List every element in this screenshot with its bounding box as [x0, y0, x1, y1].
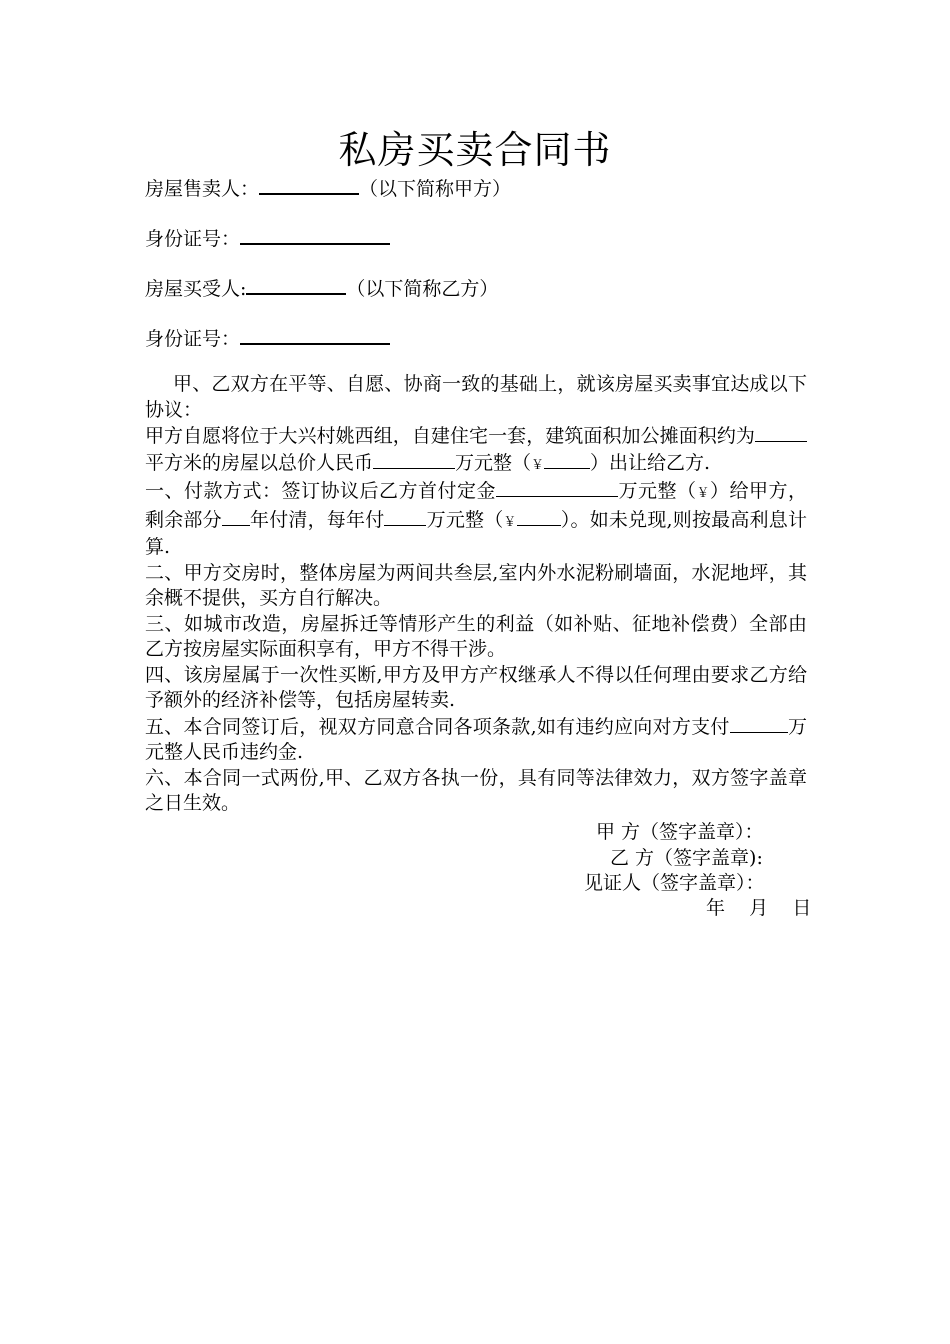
- property-paragraph: [145, 423, 807, 478]
- clause-1-a: 一、付款方式：签订协议后乙方首付定金: [145, 480, 496, 502]
- buyer-id-field: [145, 324, 390, 352]
- clause-1-d: 年付清，每年付: [249, 508, 385, 531]
- clause-1-c: ）给甲方，剩余部分: [145, 480, 807, 531]
- buyer-blank[interactable]: [246, 274, 346, 295]
- buyer-id-blank[interactable]: [240, 324, 390, 345]
- property-text-a: 甲方自愿将位于大兴村姚西组，自建住宅一套，建筑面积加公摊面积约为: [145, 425, 755, 447]
- seller-id-field: [145, 224, 390, 252]
- clause-1-f: ）。如未兑现,则按最高利息计算.: [145, 508, 807, 558]
- clause-3: 三、如城市改造，房屋拆迁等情形产生的利益（如补贴、征地补偿费）全部由乙方按房屋实际面积享有，甲方不得干涉。: [145, 612, 807, 660]
- area-blank[interactable]: [755, 423, 807, 442]
- annual-number-blank[interactable]: [517, 507, 561, 526]
- intro-paragraph: 甲、乙双方在平等、自愿、协商一致的基础上，就该房屋买卖事宜达成以下协议：: [145, 373, 807, 421]
- seller-field: [145, 174, 511, 202]
- property-text-b: 平方米的房屋以总价人民币: [145, 451, 374, 474]
- yen-sign: ￥: [503, 514, 517, 530]
- contract-title: 私房买卖合同书: [338, 128, 612, 172]
- property-text-d: ）出让给乙方.: [590, 451, 711, 474]
- years-blank[interactable]: [222, 507, 250, 526]
- clause-1-e: 万元整（: [426, 508, 504, 531]
- deposit-blank[interactable]: [496, 478, 618, 497]
- clause-6: 六、本合同一式两份,甲、乙双方各执一份，具有同等法律效力，双方签字盖章之日生效。: [145, 766, 807, 814]
- yen-sign: ￥: [696, 486, 710, 501]
- annual-blank[interactable]: [384, 507, 426, 526]
- seller-suffix: （以下简称甲方）: [359, 178, 512, 200]
- party-a-signature: 甲 方（签字盖章）：: [596, 821, 764, 843]
- buyer-suffix: （以下简称乙方）: [346, 278, 499, 300]
- contract-body: [145, 372, 807, 817]
- yen-sign: ￥: [531, 457, 545, 473]
- buyer-id-label: 身份证号：: [145, 328, 241, 350]
- witness-signature: 见证人（签字盖章）：: [584, 872, 765, 894]
- price-number-blank[interactable]: [544, 450, 590, 469]
- clause-4: 四、该房屋属于一次性买断,甲方及甲方产权继承人不得以任何理由要求乙方给予额外的经济补偿等，包括房屋转卖.: [145, 663, 807, 711]
- clause-2: 二、甲方交房时，整体房屋为两间共叁层,室内外水泥粉刷墙面，水泥地坪，其余概不提供，买方自行解决。: [145, 561, 807, 609]
- seller-label: 房屋售卖人：: [145, 178, 260, 200]
- clause-5-a: 五、本合同签订后，视双方同意合同各项条款,如有违约应向对方支付: [145, 715, 730, 738]
- clause-1: [145, 478, 807, 561]
- clause-1-b: 万元整（: [617, 480, 697, 502]
- clause-5: [145, 714, 807, 766]
- seller-id-blank[interactable]: [240, 224, 390, 245]
- party-b-signature: 乙 方（签字盖章):: [610, 847, 763, 869]
- property-text-c: 万元整（: [455, 451, 532, 474]
- price-blank[interactable]: [373, 450, 455, 469]
- seller-id-label: 身份证号：: [145, 228, 241, 250]
- clause-5-b: 万元整人民币违约金.: [145, 715, 807, 763]
- buyer-field: [145, 274, 498, 302]
- signing-date: 年 月 日: [706, 897, 812, 919]
- seller-blank[interactable]: [259, 174, 359, 195]
- penalty-blank[interactable]: [730, 714, 788, 733]
- buyer-label: 房屋买受人:: [145, 278, 247, 300]
